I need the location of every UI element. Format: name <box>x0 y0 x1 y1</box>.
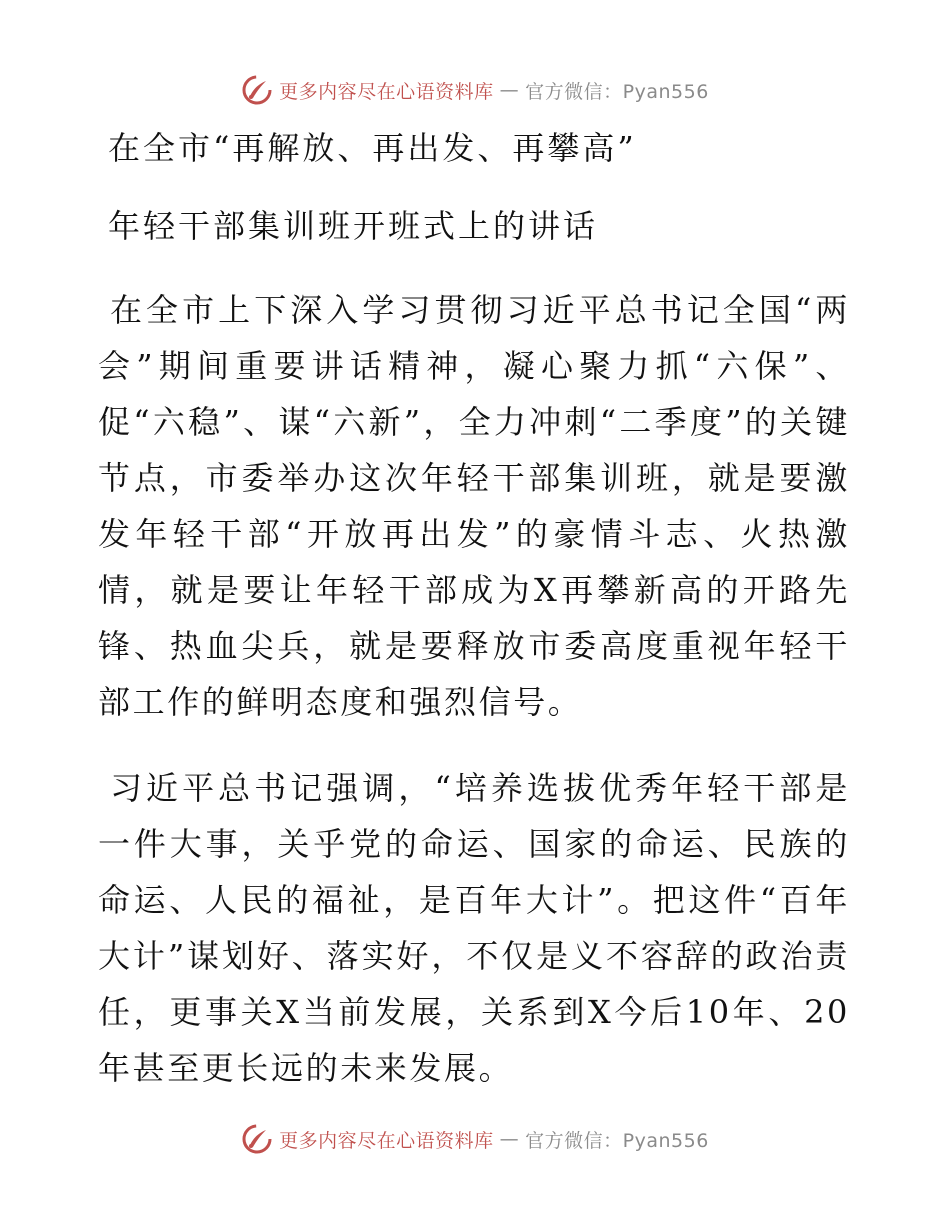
watermark-prefix: 更多内容尽在心语资料库 <box>279 1129 494 1152</box>
watermark-suffix: 官方微信：Pyan556 <box>525 1129 709 1152</box>
document-title-line-1: 在全市“再解放、再出发、再攀高” <box>108 129 637 167</box>
ink-brush-logo-icon <box>241 1123 273 1155</box>
watermark-separator: — <box>499 1128 520 1150</box>
document-title-line-2: 年轻干部集训班开班式上的讲话 <box>108 207 599 245</box>
watermark-suffix: 官方微信：Pyan556 <box>525 80 709 103</box>
watermark-footer <box>0 1123 950 1155</box>
paragraph-2: 习近平总书记强调，“培养选拔优秀年轻干部是一件大事，关乎党的命运、国家的命运、民族的命运、人民的福祉，是百年大计”。把这件“百年大计”谋划好、落实好，不仅是义不容辞的政治责任，更事关X当前发展，关系到X今后10年、20年甚至更长远的未来发展。 <box>98 769 850 1087</box>
watermark-separator: — <box>499 79 520 101</box>
paragraph-1: 在全市上下深入学习贯彻习近平总书记全国“两会”期间重要讲话精神，凝心聚力抓“六保”、促“六稳”、谋“六新”，全力冲刺“二季度”的关键节点，市委举办这次年轻干部集训班，就是要激发年轻干部“开放再出发”的豪情斗志、火热激情，就是要让年轻干部成为X再攀新高的开路先锋、热血尖兵，就是要释放市委高度重视年轻干部工作的鲜明态度和强烈信号。 <box>98 291 850 721</box>
watermark-prefix: 更多内容尽在心语资料库 <box>279 80 494 103</box>
ink-brush-logo-icon <box>241 74 273 106</box>
document-body <box>98 120 850 1126</box>
watermark-header <box>0 74 950 106</box>
